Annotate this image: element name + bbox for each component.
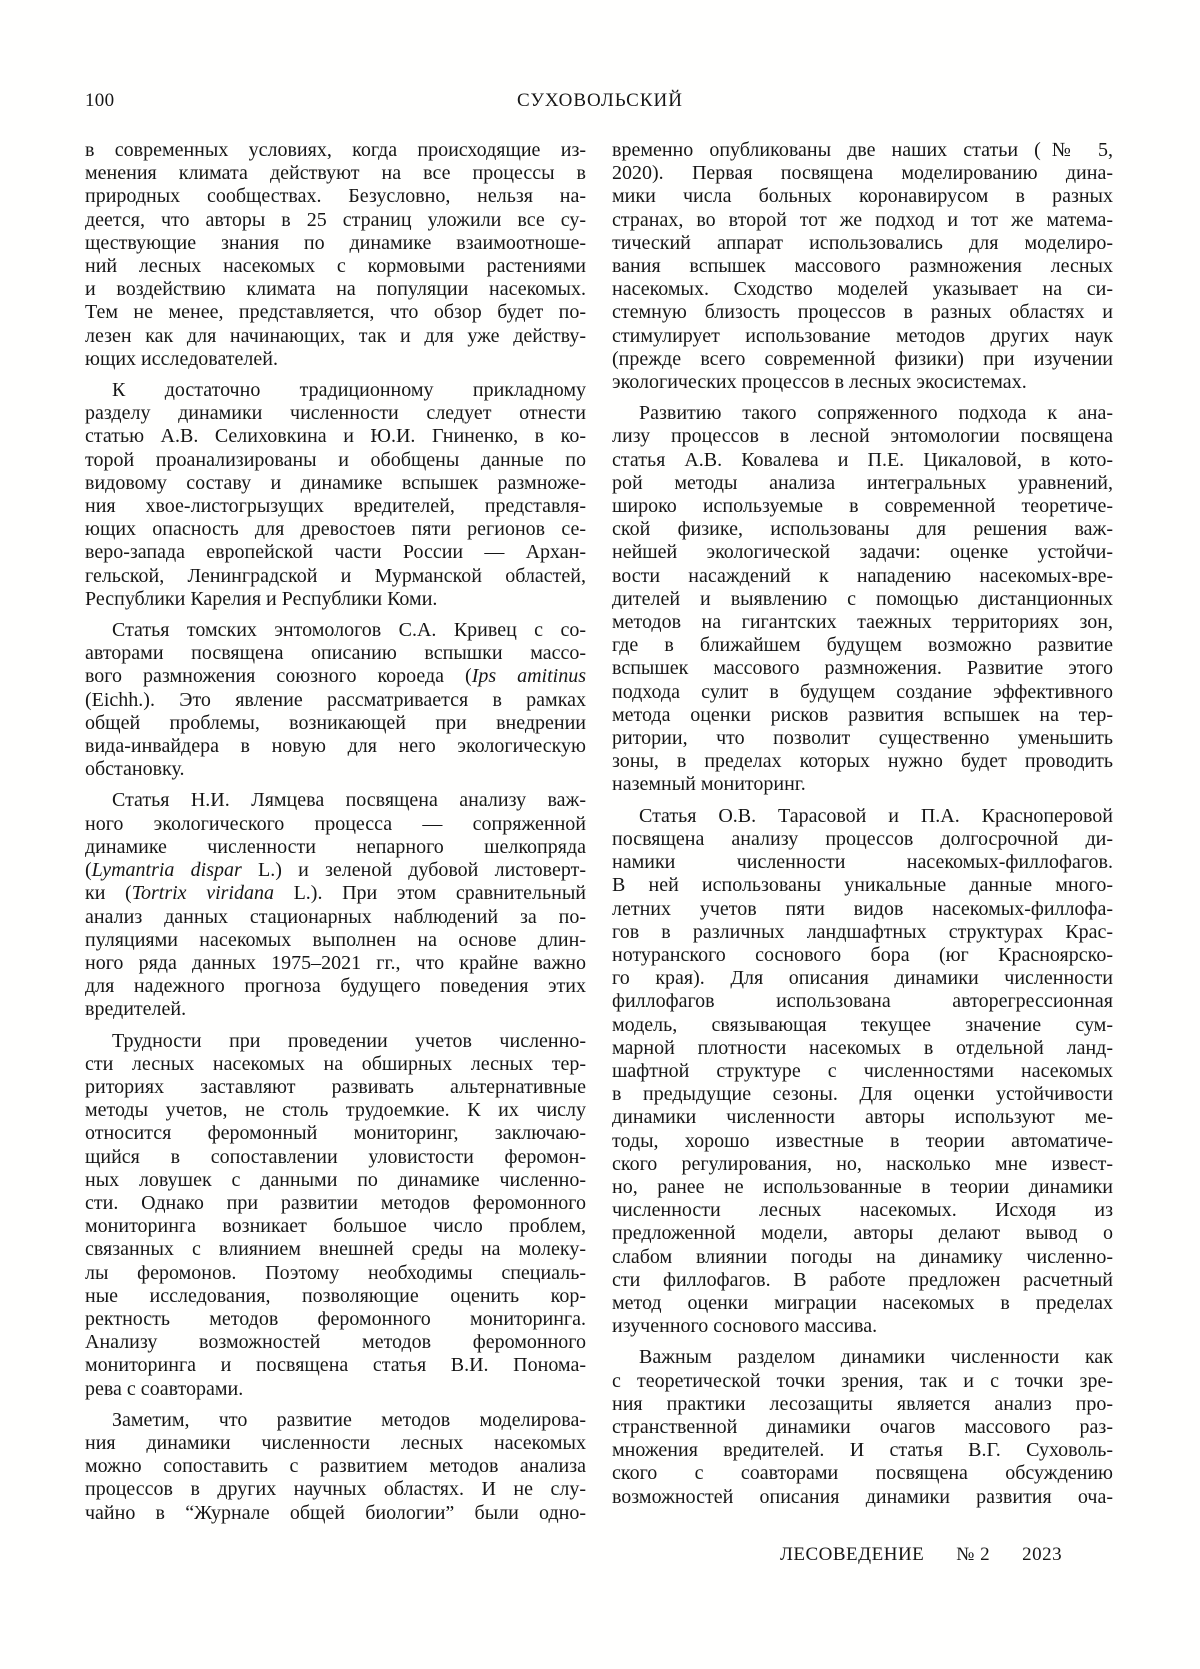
text-line: но, ранее не использованные в теории динамики: [612, 1175, 1113, 1198]
text-line: мониторинга и посвящена статья В.И. Понома-: [85, 1354, 586, 1377]
text-line: посвящена анализу процессов долгосрочной ди-: [612, 827, 1113, 850]
text-line: ного экологического процесса — сопряженной: [85, 812, 586, 835]
text-column-right: [612, 139, 1113, 1525]
page-number: 100: [85, 90, 115, 111]
text-line: Республики Карелия и Республики Коми.: [85, 587, 438, 610]
text-line: модель, связывающая текущее значение сум-: [612, 1013, 1113, 1036]
text-line: ний лесных насекомых с кормовыми растениями: [85, 255, 586, 278]
text-line: веро-запада европейской части России — Архан-: [85, 541, 586, 564]
paragraph: [612, 402, 1113, 796]
text-line: щийся в сопоставлении уловистости феромон-: [85, 1145, 586, 1168]
journal-name: ЛЕСОВЕДЕНИЕ: [780, 1544, 925, 1565]
text-line: Важным разделом динамики численности как: [639, 1346, 1113, 1369]
text-line: (Lymantria dispar L.) и зеленой дубовой листоверт-: [85, 859, 586, 882]
text-line: и воздействию климата на популяции насекомых.: [85, 278, 586, 301]
text-line: ния хвое-листогрызущих вредителей, представля-: [85, 495, 586, 518]
text-line: нотуранского соснового бора (юг Красноярско-: [612, 943, 1113, 966]
journal-footer: [780, 1544, 1062, 1566]
text-line: слабом влиянии погоды на динамику численно-: [612, 1245, 1113, 1268]
text-line: метода оценки рисков развития вспышек на тер-: [612, 703, 1113, 726]
paragraph: [85, 139, 586, 371]
text-line: марной плотности насекомых в отдельной ланд-: [612, 1036, 1113, 1059]
text-line: сти филлофагов. В работе предложен расчетный: [612, 1268, 1113, 1291]
text-line: филлофагов использована авторегрессионная: [612, 990, 1113, 1013]
text-line: численности лесных насекомых. Исходя из: [612, 1199, 1113, 1222]
text-line: ния практики лесозащиты является анализ про-: [612, 1392, 1113, 1415]
text-line: насекомых. Сходство моделей указывает на си-: [612, 278, 1113, 301]
paragraph: [612, 139, 1113, 394]
text-line: динамике численности непарного шелкопряда: [85, 835, 586, 858]
text-line: (Eichh.). Это явление рассматривается в рамках: [85, 688, 586, 711]
text-line: широко используемые в современной теоретиче-: [612, 495, 1113, 518]
text-line: Статья Н.И. Лямцева посвящена анализу важ-: [112, 789, 586, 812]
paragraph: [85, 379, 586, 611]
text-line: с теоретической точки зрения, так и с точки зре-: [612, 1369, 1113, 1392]
text-line: ки (Tortrix viridana L.). При этом сравнительный: [85, 882, 586, 905]
text-line: можно сопоставить с развитием методов анализа: [85, 1455, 586, 1478]
text-line: шафтной структуре с численностями насекомых: [612, 1059, 1113, 1082]
text-line: летних учетов пяти видов насекомых-филлофа-: [612, 897, 1113, 920]
text-line: Тем не менее, представляется, что обзор будет по-: [85, 301, 586, 324]
text-line: странственной динамики очагов массового раз-: [612, 1415, 1113, 1438]
text-line: анализ данных стационарных наблюдений за по-: [85, 905, 586, 928]
text-line: ные исследования, позволяющие оценить кор-: [85, 1284, 586, 1307]
text-line: где в ближайшем будущем возможно развитие: [612, 634, 1113, 657]
text-line: сти. Однако при развитии методов феромонного: [85, 1191, 586, 1214]
text-line: стемную близость процессов в разных областях и: [612, 301, 1113, 324]
text-line: вспышек массового размножения. Развитие этого: [612, 657, 1113, 680]
text-line: наземный мониторинг.: [612, 773, 806, 796]
text-line: странах, во второй тот же подход и тот же матема-: [612, 208, 1113, 231]
text-line: изученного соснового массива.: [612, 1315, 878, 1338]
running-head: СУХОВОЛЬСКИЙ: [517, 90, 683, 111]
text-line: мики числа больных коронавирусом в разных: [612, 185, 1113, 208]
text-line: метод оценки миграции насекомых в пределах: [612, 1291, 1113, 1314]
text-line: Анализу возможностей методов феромонного: [85, 1331, 586, 1354]
text-line: Статья О.В. Тарасовой и П.А. Красноперовой: [639, 804, 1113, 827]
text-line: методы учетов, не столь трудоемкие. К их числу: [85, 1099, 586, 1122]
year: 2023: [1022, 1544, 1063, 1565]
text-line: тический аппарат использовались для моделиро-: [612, 231, 1113, 254]
text-line: разделу динамики численности следует отнести: [85, 402, 586, 425]
text-line: риториях заставляют развивать альтернативные: [85, 1075, 586, 1098]
paragraph: [612, 805, 1113, 1339]
text-line: авторами посвящена описанию вспышки массо-: [85, 642, 586, 665]
text-line: относится феромонный мониторинг, заключаю-: [85, 1122, 586, 1145]
text-line: ющих исследователей.: [85, 347, 278, 370]
text-line: вания вспышек массового размножения лесных: [612, 255, 1113, 278]
text-line: рой методы анализа интегральных уравнений,: [612, 471, 1113, 494]
text-line: множения вредителей. И статья В.Г. Суховоль-: [612, 1439, 1113, 1462]
text-line: лы феромонов. Поэтому необходимы специаль-: [85, 1261, 586, 1284]
text-line: менения климата действуют на все процессы в: [85, 162, 586, 185]
paragraph: [85, 1030, 586, 1401]
text-line: статья А.В. Ковалева и П.Е. Цикаловой, в кото-: [612, 448, 1113, 471]
text-line: ского регулирования, но, насколько мне извест-: [612, 1152, 1113, 1175]
text-line: стимулирует использование методов других наук: [612, 324, 1113, 347]
text-columns: [85, 139, 1113, 1525]
text-line: природных сообществах. Безусловно, нельзя на-: [85, 185, 586, 208]
text-line: статью А.В. Селиховкина и Ю.И. Гниненко, в ко-: [85, 425, 586, 448]
text-line: го края). Для описания динамики численности: [612, 967, 1113, 990]
text-line: торой проанализированы и обобщены данные по: [85, 448, 586, 471]
text-line: динамики численности авторы используют ме-: [612, 1106, 1113, 1129]
text-line: возможностей описания динамики развития оча-: [612, 1485, 1113, 1508]
text-line: пуляциями насекомых выполнен на основе длин-: [85, 928, 586, 951]
text-line: методов на гигантских таежных территориях зон,: [612, 611, 1113, 634]
text-line: связанных с влиянием внешней среды на молеку-: [85, 1238, 586, 1261]
text-line: в предыдущие сезоны. Для оценки устойчивости: [612, 1083, 1113, 1106]
paragraph: [612, 1346, 1113, 1508]
text-line: Заметим, что развитие методов моделирова-: [112, 1408, 586, 1431]
text-line: Трудности при проведении учетов численно-: [112, 1029, 586, 1052]
text-line: вого размножения союзного короеда (Ips amitinus: [85, 665, 586, 688]
text-line: дителей и выявлению с помощью дистанционных: [612, 587, 1113, 610]
text-line: вредителей.: [85, 998, 187, 1021]
text-line: Статья томских энтомологов С.А. Кривец с со-: [112, 619, 586, 642]
text-column-left: [85, 139, 586, 1525]
text-line: 2020). Первая посвящена моделированию дина-: [612, 162, 1113, 185]
text-line: вида-инвайдера в новую для него экологическую: [85, 735, 586, 758]
text-line: намики численности насекомых-филлофагов.: [612, 851, 1113, 874]
text-line: для надежного прогноза будущего поведения этих: [85, 975, 586, 998]
text-line: подхода сулит в будущем создание эффективного: [612, 680, 1113, 703]
text-line: временно опубликованы две наших статьи (№ 5,: [612, 139, 1113, 161]
text-line: ской физике, использованы для решения важ-: [612, 518, 1113, 541]
text-line: обстановку.: [85, 758, 185, 781]
issue-number: № 2: [956, 1544, 991, 1565]
paragraph: [85, 619, 586, 781]
text-line: деется, что авторы в 25 страниц уложили все су-: [85, 208, 586, 231]
paragraph: [85, 789, 586, 1021]
text-line: вости насаждений к нападению насекомых-вре-: [612, 564, 1113, 587]
text-line: предложенной модели, авторы делают вывод о: [612, 1222, 1113, 1245]
text-line: в современных условиях, когда происходящие из-: [85, 139, 586, 161]
paragraph: [85, 1409, 586, 1525]
text-line: мониторинга возникает большое число проблем,: [85, 1215, 586, 1238]
text-line: (прежде всего современной физики) при изучении: [612, 347, 1113, 370]
text-line: зоны, в пределах которых нужно будет проводить: [612, 750, 1113, 773]
text-line: процессов в других научных областях. И не слу-: [85, 1478, 586, 1501]
text-line: ритории, что позволит существенно уменьшить: [612, 727, 1113, 750]
text-line: экологических процессов в лесных экосистемах.: [612, 371, 1027, 394]
text-line: ществующие знания по динамике взаимоотноше-: [85, 231, 586, 254]
text-line: общей проблемы, возникающей при внедрении: [85, 711, 586, 734]
text-line: сти лесных насекомых на обширных лесных тер-: [85, 1052, 586, 1075]
text-line: ных ловушек с данными по динамике численно-: [85, 1168, 586, 1191]
text-line: ского с соавторами посвящена обсуждению: [612, 1462, 1113, 1485]
text-line: тоды, хорошо известные в теории автоматиче-: [612, 1129, 1113, 1152]
text-line: ния динамики численности лесных насекомых: [85, 1431, 586, 1454]
text-line: ющих опасность для древостоев пяти регионов се-: [85, 518, 586, 541]
text-line: Развитию такого сопряженного подхода к ана-: [639, 402, 1113, 425]
text-line: лизу процессов в лесной энтомологии посвящена: [612, 425, 1113, 448]
text-line: ректность методов феромонного мониторинга.: [85, 1307, 586, 1330]
text-line: ного ряда данных 1975–2021 гг., что крайне важно: [85, 951, 586, 974]
text-line: гельской, Ленинградской и Мурманской областей,: [85, 564, 586, 587]
text-line: К достаточно традиционному прикладному: [112, 379, 586, 402]
text-line: рева с соавторами.: [85, 1377, 244, 1400]
text-line: нейшей экологической задачи: оценке устойчи-: [612, 541, 1113, 564]
text-line: лезен как для начинающих, так и для уже действу-: [85, 324, 586, 347]
text-line: гов в различных ландшафтных структурах Крас-: [612, 920, 1113, 943]
text-line: видовому составу и динамике вспышек размноже-: [85, 471, 586, 494]
text-line: В ней использованы уникальные данные много-: [612, 874, 1113, 897]
text-line: чайно в “Журнале общей биологии” были одно-: [85, 1501, 586, 1524]
